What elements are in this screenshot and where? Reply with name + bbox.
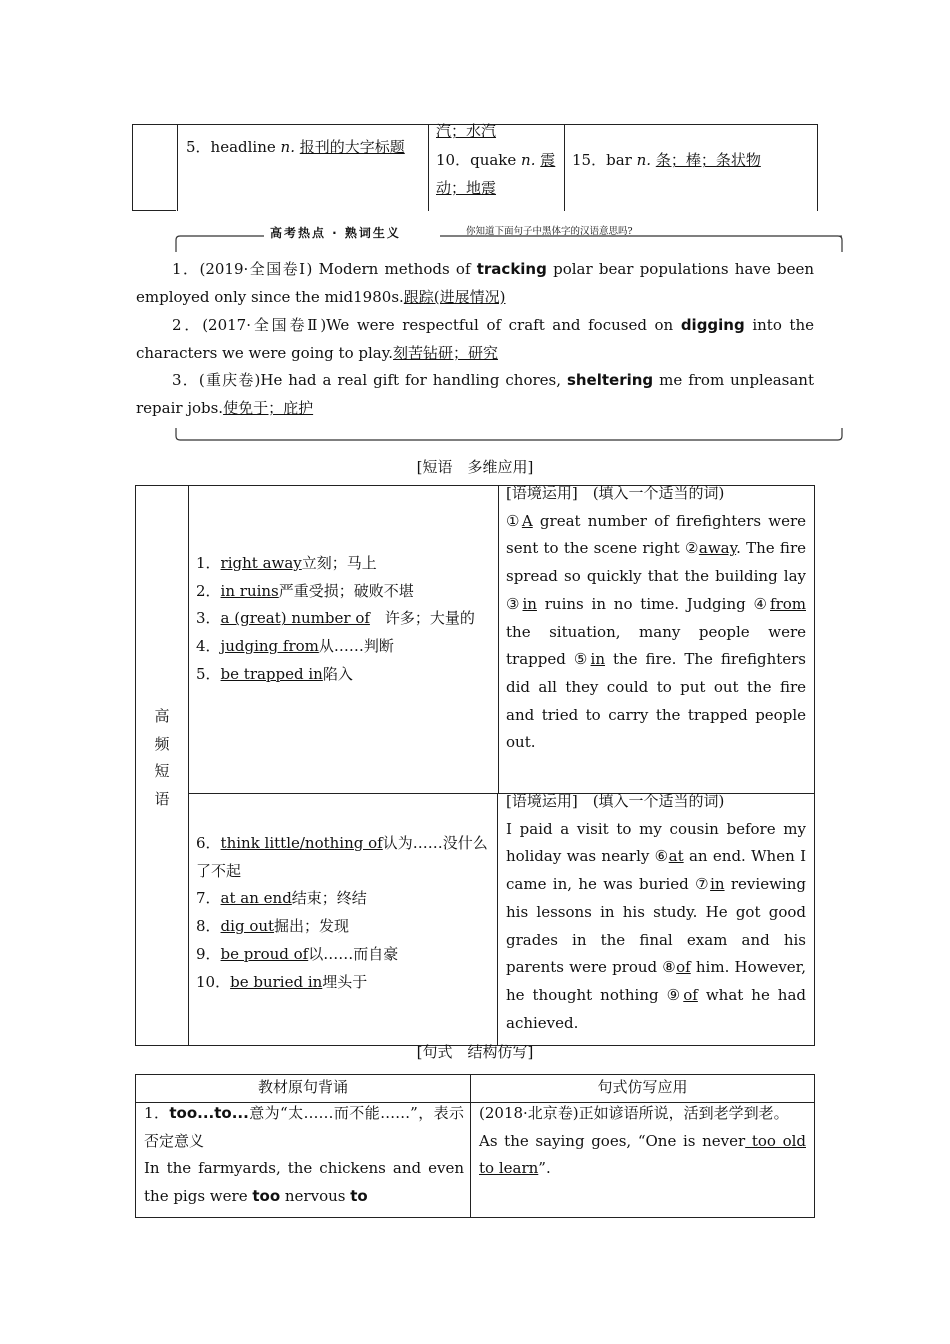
hot-item-2: 2．(2017·全国卷Ⅱ)We were respectful of craft and focused on digging into the characters we were going to play.刻苦钻研；研究 — [136, 316, 815, 362]
top-item-10: 10．quake n. 震动；地震 — [436, 151, 556, 197]
sentence-original: 1．too...to...意为“太……而不能……”，表示否定意义 In the farmyards, the chickens and even the pigs were too nervous to — [144, 1104, 464, 1206]
list-item: 1．right away立刻；马上 — [196, 554, 377, 572]
col-head-imitation: 句式仿写应用 — [597, 1078, 688, 1096]
hot-box-subtitle: 你知道下面句子中黑体字的汉语意思吗? — [466, 226, 633, 237]
context-passage-1: [语境运用] (填入一个适当的词) ①A great number of firefighters were sent to the scene right ②away. The fire spread so quickly that the building lay ③in ruins in no time. Judging ④from the situation, many people were trapped ⑤in the fire. The firefighters did all they could to put out the fire and tried to carry the trapped people out. — [506, 484, 807, 752]
list-item: 10．be buried in埋头于 — [196, 972, 368, 991]
phrases-heading: [短语 多维应用] — [416, 458, 534, 476]
top-item-15: 15．bar n. 条；棒；条状物 — [572, 151, 761, 169]
phrase-list-1 — [196, 550, 492, 689]
list-item: 2．in ruins严重受损；破败不堪 — [196, 581, 414, 600]
phrase-list-2 — [196, 830, 492, 996]
list-item: 5．be trapped in陷入 — [196, 664, 353, 683]
list-item: 6．think little/nothing of认为……没什么了不起 — [196, 834, 488, 880]
list-item: 7．at an end结束；终结 — [196, 889, 367, 908]
list-item: 4．judging from从……判断 — [196, 637, 394, 656]
context-passage-2: [语境运用] (填入一个适当的词) I paid a visit to my cousin before my holiday was nearly ⑥at an end. When I came in, he was buried ⑦in reviewing his lessons in his study. He got good grades in the final exam and his parents were proud ⑧of him. However, he thought nothing ⑨of what he had achieved. — [506, 792, 807, 1032]
list-item: 9．be proud of以……而自豪 — [196, 944, 399, 963]
top-col3-fragment: 汽；水汽 — [436, 122, 497, 140]
hot-item-1: 1．(2019·全国卷Ⅰ) Modern methods of tracking polar bear populations have been employed only since the mid1980s.跟踪(进展情况) — [136, 260, 814, 306]
top-item-5: 5．headline n. 报刊的大字标题 — [186, 138, 405, 156]
phrases-side-label: 高 频 短 语 — [154, 707, 170, 809]
col-head-original: 教材原句背诵 — [257, 1078, 348, 1096]
sentence-imitation: (2018·北京卷)正如谚语所说，活到老学到老。 As the saying goes, “One is never too old to learn”. — [479, 1104, 806, 1178]
list-item: 8．dig out掘出；发现 — [196, 917, 350, 936]
hot-box-title: 高考热点 · 熟词生义 — [270, 226, 401, 240]
sentence-heading: [句式 结构仿写] — [416, 1043, 534, 1061]
hot-item-3: 3．(重庆卷)He had a real gift for handling chores, sheltering me from unpleasant repair jobs.使免于；庇护 — [136, 371, 814, 417]
list-item: 3．a (great) number of 许多；大量的 — [196, 609, 475, 628]
